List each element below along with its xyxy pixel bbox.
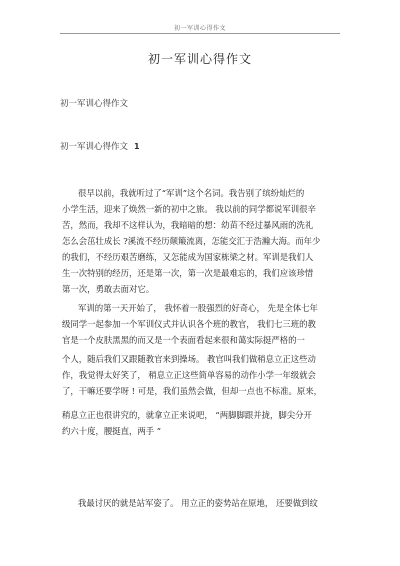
paragraph-line: 军训的第一天开始了， 我怀着一股强烈的好奇心， 先是全体七年 (78, 303, 318, 313)
paragraph-line: 第一次，勇敢去面对它。 (62, 284, 155, 294)
subheading-1 (60, 97, 128, 109)
paragraph-line: 个人，随后我们又跟随教官来到操场。 教官叫我们做稍息立正这些动 (62, 354, 316, 364)
document-title: 初一军训心得作文 (147, 52, 252, 66)
header-rule (60, 33, 340, 34)
paragraph-line: 稍息立正也很讲究的，就拿立正来说吧， “两脚脚跟并拢，脚尖分开 (62, 410, 312, 420)
paragraph-line: 作，我觉得太好笑了， 稍息立正这些简单容易的动作小学一年级就会 (62, 370, 316, 380)
paragraph-line: 小学生活，迎来了焕然一新的初中之旅。 我以前的同学都说军训很辛 (62, 204, 316, 214)
paragraph-line: 的我们，不经历艰苦磨练，又怎能成为国家栋梁之材。军训是我们人 (62, 252, 314, 262)
subheading-2-number: 1 (134, 142, 140, 151)
subheading-2-text: 初一军训心得作文 (60, 142, 129, 152)
paragraph-line: 级同学一起参加一个军训仪式并认识各个班的教官， 我们七三班的教 (62, 319, 316, 329)
paragraph-3 (62, 351, 352, 399)
paragraph-line: 了，干嘛还要学呀 ! 可是，我们虽然会做，但却一点也不标准。原来， (62, 386, 322, 396)
paragraph-line: 约六十度，腰挺直，两手 ” (62, 426, 162, 436)
subheading-1-text: 初一军训心得作文 (60, 99, 129, 109)
paragraph-2 (62, 300, 352, 348)
paragraph-line: 我最讨厌的就是站军姿了。 用立正的姿势站在原地， 还要做到纹 (78, 498, 318, 508)
paragraph-line: 怎么会茁壮成长 ?溪流不经历颠簸流离，怎能交汇于浩瀚大海。而年少 (62, 236, 321, 246)
paragraph-5 (62, 495, 352, 511)
paragraph-line: 苦，然而，我却不这样认为，我暗暗的想：幼苗不经过暴风雨的洗礼 (62, 220, 314, 230)
paragraph-1 (62, 185, 352, 297)
running-header: 初一军训心得作文 (173, 25, 226, 32)
paragraph-line: 生一次特别的经历，还是第一次，第一次是最难忘的，我们应该珍惜 (62, 268, 314, 278)
paragraph-line: 很早以前，我就听过了“军训”这个名词。我告别了缤纷灿烂的 (78, 188, 305, 198)
subheading-2 (60, 140, 140, 152)
paragraph-line: 官是一个皮肤黑黑的而又是一个表面看起来很和蔼实际挺严格的一 (62, 335, 305, 345)
paragraph-4 (62, 407, 352, 439)
